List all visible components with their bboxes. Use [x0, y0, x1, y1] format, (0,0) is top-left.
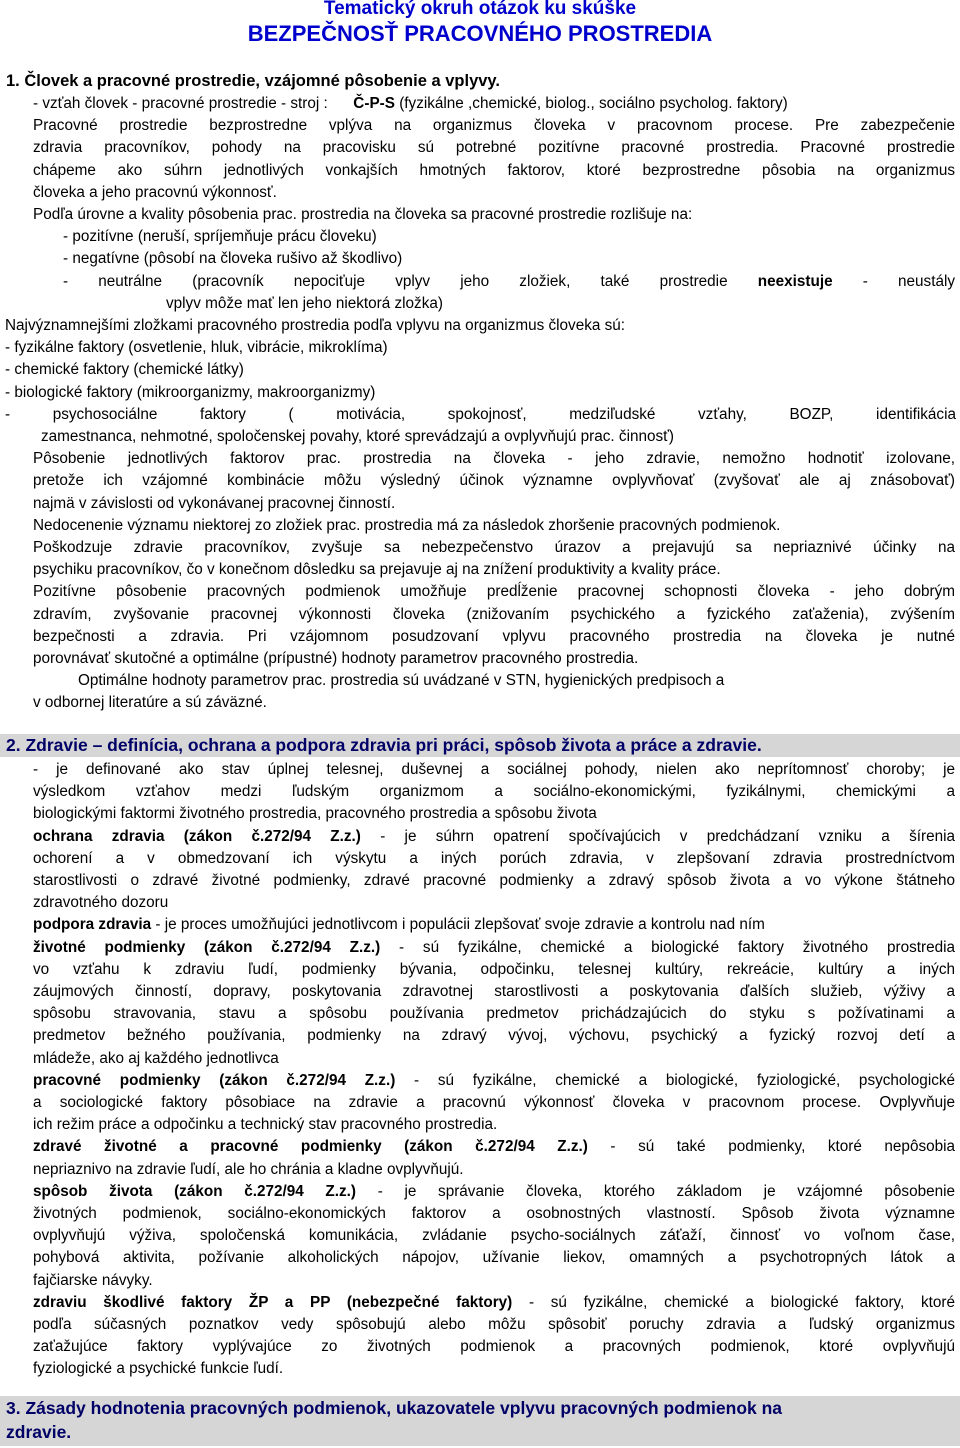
term-line: zdravotného dozoru: [33, 894, 169, 912]
factor-item: - biologické faktory (mikroorganizmy, makroorganizmy): [5, 383, 376, 401]
section3-heading: [0, 1396, 960, 1446]
term-line: fyziologické a psychické funkcie ľudí.: [33, 1360, 284, 1378]
section3-heading-line2: zdravie.: [6, 1422, 72, 1442]
term-ochrana: ochrana zdravia (zákon č.272/94 Z.z.) - je súhrn opatrení spočívajúcich v predchádzaní vzniku a šírenia: [33, 827, 955, 845]
document-title-line1: Tematický okruh otázok ku skúške: [323, 0, 637, 19]
section3-heading-line1: 3. Zásady hodnotenia pracovných podmienok, ukazovatele vplyvu pracovných podmienok na: [6, 1398, 783, 1418]
term-line: zaťažujúce faktory vyplývajúce zo životných podmienok a pracovných podmienok, ktoré ovplyvňujú: [33, 1338, 955, 1356]
section2-heading: 2. Zdravie – definícia, ochrana a podpora zdravia pri práci, spôsob života a práce a zdravie.: [0, 734, 960, 757]
term-skodlive-faktory: zdraviu škodlivé faktory ŽP a PP (nebezpečné faktory) - sú fyzikálne, chemické a biologické faktory, ktoré: [33, 1293, 955, 1311]
factor-item: - psychosociálne faktory ( motivácia, spokojnosť, medziľudské vzťahy, BOZP, identifikácia: [5, 405, 956, 423]
list-item: - negatívne (pôsobí na človeka rušivo až škodlivo): [63, 250, 403, 268]
paragraph-line: Pracovné prostredie bezprostredne vplýva na organizmus človeka v pracovnom procese. Pre zabezpečenie: [33, 117, 955, 135]
term-line: spôsobu stravovania, stavu a spôsobu používania predmetov prichádzajúcich do styku s požívatinami a: [33, 1005, 955, 1023]
factor-item: - chemické faktory (chemické látky): [5, 361, 244, 379]
optimal-values-line: v odbornej literatúre a sú záväzné.: [33, 694, 267, 712]
optimal-values-line: Optimálne hodnoty parametrov prac. prostredia sú uvádzané v STN, hygienických predpisoch a: [78, 672, 725, 690]
paragraph-line: Nedocenenie významu niektorej zo zložiek prac. prostredia má za následok zhoršenie pracovných podmienok.: [33, 516, 781, 534]
paragraph-line: Pôsobenie jednotlivých faktorov prac. prostredia na človeka - jeho zdravie, nemožno hodnotiť izolovane,: [33, 450, 955, 468]
term-zivotne-podmienky: životné podmienky (zákon č.272/94 Z.z.) - sú fyzikálne, chemické a biologické faktory životného prostredia: [33, 938, 955, 956]
term-line: pohybová aktivita, požívanie alkoholických nápojov, užívanie liekov, omamných a psychotropných látok a: [33, 1249, 955, 1267]
term-line: fajčiarske návyky.: [33, 1271, 153, 1289]
term-line: životných podmienok, sociálno-ekonomických faktorov a osobnostných vlastností. Spôsob života významne: [33, 1205, 955, 1223]
paragraph-line: zdravím, zvyšovanie pracovnej výkonnosti človeka (znižovaním psychického a fyzického zaťaženia), zvýšením: [33, 605, 955, 623]
term-line: ovplyvňujú výživa, spoločenská komunikácia, zvládanie psycho-sociálnych záťaží, činnosť vo voľnom čase,: [33, 1227, 955, 1245]
section2-body: [33, 759, 955, 1381]
definition-line: - je definované ako stav úplnej telesnej, duševnej a sociálnej pohody, nielen ako neprítomnosť choroby; je: [33, 761, 955, 778]
section1-heading: 1. Človek a pracovné prostredie, vzájomné pôsobenie a vplyvy.: [6, 72, 500, 90]
factors-intro: Najvýznamnejšími zložkami pracovného prostredia podľa vplyvu na organizmus človeka sú:: [5, 317, 626, 335]
term-line: podľa súčasných poznatkov vedy spôsobujú alebo môžu spôsobiť poruchy zdravia a ľudský organizmus: [33, 1316, 955, 1334]
term-line: nepriaznivo na zdravie ľudí, ale ho chránia a kladne ovplyvňujú.: [33, 1160, 464, 1178]
factor-item: - fyzikálne faktory (osvetlenie, hluk, vibrácie, mikroklíma): [5, 339, 388, 357]
term-sposob-zivota: spôsob života (zákon č.272/94 Z.z.) - je správanie človeka, ktorého základom je vzájomné pôsobenie: [33, 1182, 955, 1200]
section1-body: [5, 93, 956, 715]
paragraph-line: bezpečnosti a zdravia. Pri vzájomnom posudzovaní vplyvu pracovného prostredia na človeka je nutné: [33, 627, 955, 645]
term-line: záujmových činností, dopravy, poskytovania zdravotnej starostlivosti a poskytovania ďalších služieb, výživy a: [33, 983, 955, 1001]
term-line: vo vzťahu k zdraviu ľudí, podmienky bývania, odpočinku, telesnej kultúry, rekreácie, kultúry a iných: [33, 960, 955, 978]
term-line: a sociologické faktory pôsobiace na zdravie a pracovnú výkonnosť človeka v pracovnom procese. Ovplyvňuje: [33, 1094, 955, 1112]
factor-item-continuation: zamestnanca, nehmotné, spoločenskej povahy, ktoré sprevádzajú a ovplyvňujú prac. činnosť): [41, 428, 674, 446]
list-item: - pozitívne (neruší, spríjemňuje prácu človeku): [63, 228, 377, 246]
paragraph-line: chápeme ako súhrn jednotlivých vonkajších hmotných faktorov, ktoré bezprostredne pôsobia na organizmus: [33, 161, 955, 179]
paragraph-line: Pozitívne pôsobenie pracovných podmienok umožňuje predĺženie pracovnej schopnosti človeka - jeho dobrým: [33, 583, 955, 601]
document-title-line2: BEZPEČNOSŤ PRACOVNÉHO PROSTREDIA: [247, 21, 713, 46]
term-zdrave-podmienky: zdravé životné a pracovné podmienky (zákon č.272/94 Z.z.) - sú také podmienky, ktoré nepôsobia: [33, 1138, 955, 1156]
paragraph-line: Podľa úrovne a kvality pôsobenia prac. prostredia na človeka sa pracovné prostredie rozlišuje na:: [33, 206, 693, 224]
paragraph-line: psychiku pracovníkov, čo v konečnom dôsledku sa prejavuje aj na znížení produktivity a kvality práce.: [33, 561, 721, 579]
list-item-continuation: vplyv môže mať len jeho niektorá zložka): [166, 294, 443, 312]
paragraph-line: najmä v závislosti od vykonávanej pracovnej činností.: [33, 494, 396, 512]
term-line: ich režim práce a odpočinku a technický stav pracovného prostredia.: [33, 1116, 498, 1134]
list-item: - neutrálne (pracovník nepociťuje vplyv jeho zložiek, také prostredie neexistuje - neustály: [63, 272, 955, 290]
term-line: predmetov bežného používania, podmienky na zdravý vývoj, výchovu, psychický a fyzický rozvoj detí a: [33, 1027, 955, 1045]
term-podpora: podpora zdravia - je proces umožňujúci jednotlivcom i populácii zlepšovať svoje zdravie a kontrolu nad ním: [33, 916, 765, 934]
term-line: ochorení a v obmedzovaní ich výskytu a iných porúch zdravia, v zlepšovaní zdravia prostredníctvom: [33, 849, 955, 867]
paragraph-line: zdravia pracovníkov, pohody na pracovisku sú potrebné pozitívne pracovné prostredia. Pracovné prostredie: [33, 139, 955, 157]
term-line: starostlivosti o zdravé životné podmienky, zdravé pracovné podmienky a zdravý spôsob života a vo výkone štátneho: [33, 872, 955, 890]
definition-line: biologickými faktormi životného prostredia, pracovného prostredia a spôsobu života: [33, 805, 597, 823]
paragraph-line: porovnávať skutočné a optimálne (prípustné) hodnoty parametrov pracovného prostredia.: [33, 650, 639, 668]
definition-line: výsledkom vzťahov medzi ľudským organizmom a sociálno-ekonomickými, fyzikálnymi, chemickými a: [33, 783, 955, 801]
paragraph-line: Poškodzuje zdravie pracovníkov, zvyšuje sa nebezpečenstvo úrazov a prejavujú sa nepriaznivé účinky na: [33, 539, 955, 557]
term-pracovne-podmienky: pracovné podmienky (zákon č.272/94 Z.z.) - sú fyzikálne, chemické a biologické, fyziologické, psychologické: [33, 1071, 955, 1089]
paragraph-line: pretože ich vzájomné kombinácie môžu výsledný účinok významne ovplyvňovať (zvyšovať ale aj znásobovať): [33, 472, 955, 490]
relation-line: - vzťah človek - pracovné prostredie - stroj : Č-P-S (fyzikálne ,chemické, biolog., sociálno psycholog. faktory): [33, 95, 788, 112]
paragraph-line: človeka a jeho pracovnú výkonnosť.: [33, 183, 277, 201]
term-line: mládeže, ako aj každého jednotlivca: [33, 1049, 279, 1067]
